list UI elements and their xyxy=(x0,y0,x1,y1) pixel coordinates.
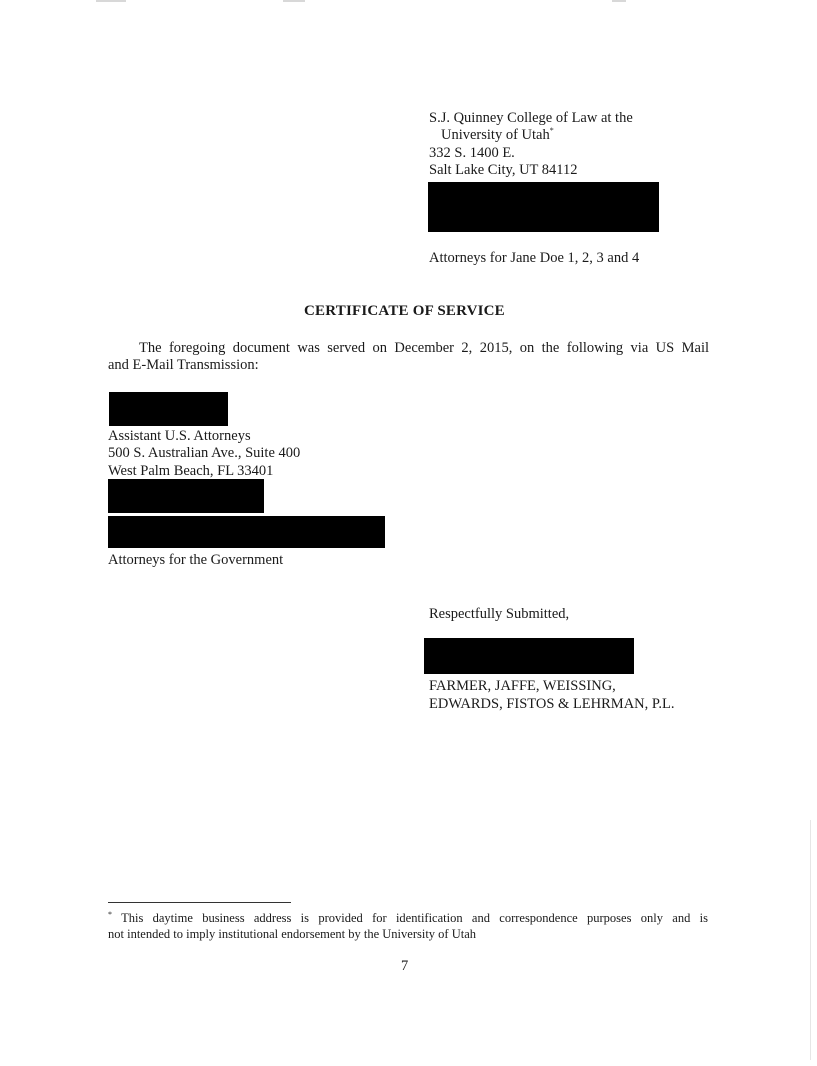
scan-artifact xyxy=(96,0,126,2)
footnote-marker: * xyxy=(108,909,112,919)
address-line-4: Salt Lake City, UT 84112 xyxy=(429,162,578,178)
footnote-reference-marker: * xyxy=(549,126,554,136)
service-paragraph-line-2: and E-Mail Transmission: xyxy=(108,357,259,373)
address-line-2-text: University of Utah xyxy=(441,127,550,143)
page-number: 7 xyxy=(401,958,409,974)
redaction-box-government-names xyxy=(109,392,228,426)
address-line-1: S.J. Quinney College of Law at the xyxy=(429,110,633,126)
footnote-line-1 xyxy=(108,911,708,926)
firm-line-2: EDWARDS, FISTOS & LEHRMAN, P.L. xyxy=(429,696,675,712)
signature-closing: Respectfully Submitted, xyxy=(429,606,570,622)
government-line-1: Assistant U.S. Attorneys xyxy=(108,428,251,444)
government-line-2: 500 S. Australian Ave., Suite 400 xyxy=(108,445,301,461)
footnote-line-2: not intended to imply institutional endorsement by the University of Utah xyxy=(108,927,476,941)
government-attorneys-for: Attorneys for the Government xyxy=(108,552,284,568)
scan-artifact xyxy=(283,0,305,2)
scan-artifact xyxy=(612,0,626,2)
government-line-3: West Palm Beach, FL 33401 xyxy=(108,463,274,479)
redaction-box-signature xyxy=(424,638,634,674)
redaction-box-contact xyxy=(428,182,659,232)
address-line-3: 332 S. 1400 E. xyxy=(429,145,515,161)
attorneys-for-doe: Attorneys for Jane Doe 1, 2, 3 and 4 xyxy=(429,250,640,266)
service-paragraph-line-1: The foregoing document was served on December 2, 2015, on the following via US Mail xyxy=(139,340,709,356)
redaction-box-government-contact-1 xyxy=(108,479,264,513)
address-line-2 xyxy=(441,127,554,144)
redaction-box-government-contact-2 xyxy=(108,516,385,548)
footnote-line-1-text: This daytime business address is provided for identification and correspondence purposes only and is xyxy=(112,911,708,925)
footnote-rule xyxy=(108,902,291,903)
firm-line-1: FARMER, JAFFE, WEISSING, xyxy=(429,678,616,694)
scan-artifact xyxy=(810,820,811,1060)
certificate-title: CERTIFICATE OF SERVICE xyxy=(304,303,505,319)
